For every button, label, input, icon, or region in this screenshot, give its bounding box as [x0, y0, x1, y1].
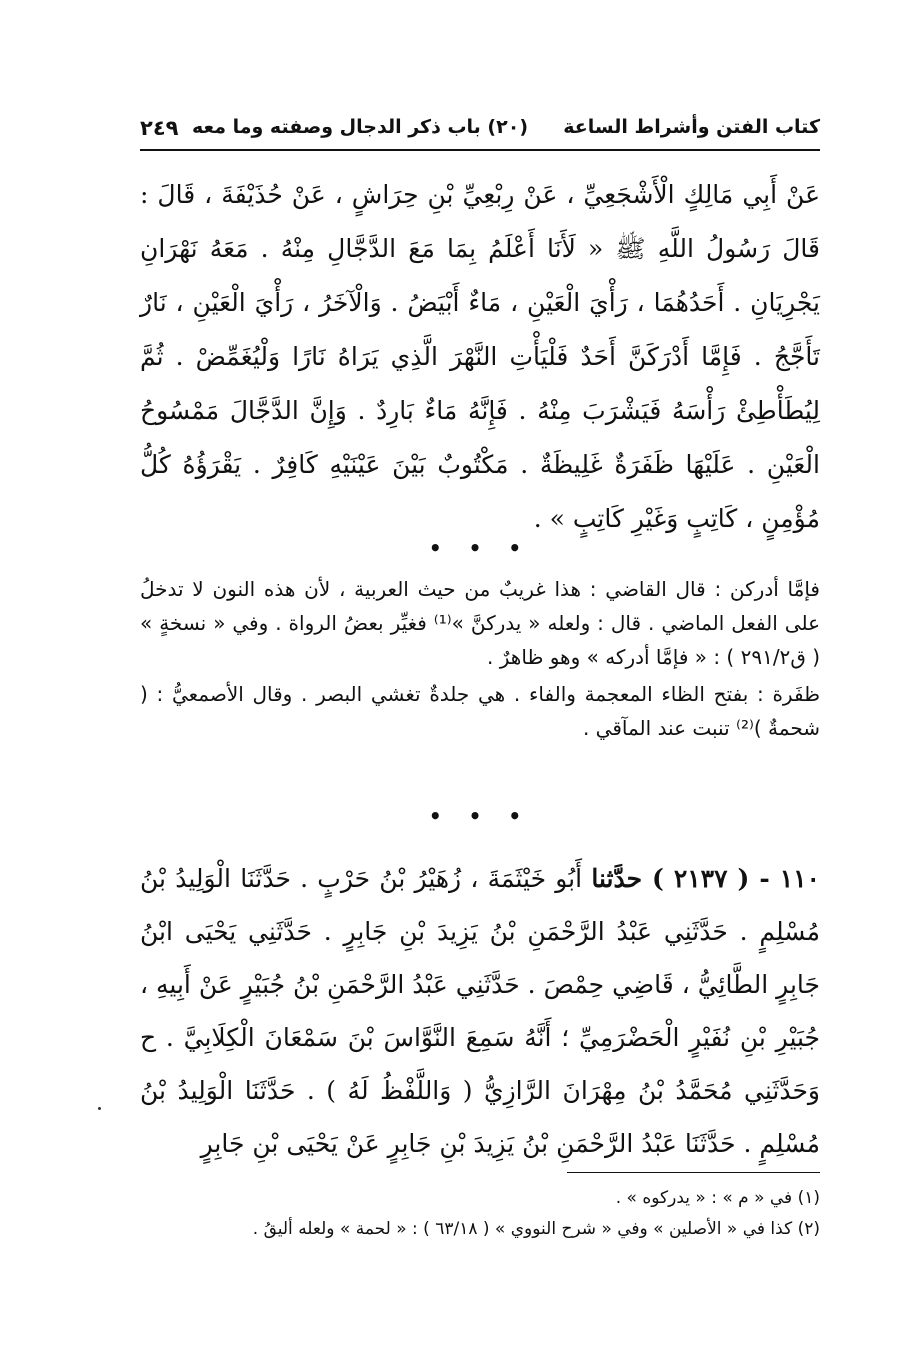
footnote-rule: [567, 1172, 820, 1173]
footnote: (٢) كذا في « الأصلين » وفي « شرح النووي » ( ٦٣/١٨ ) : « لحمة » ولعله أليقُ .: [252, 1219, 820, 1239]
hadith-text-continued: عَنْ أَبِي مَالِكٍ الْأَشْجَعِيِّ ، عَنْ رِبْعِيِّ بْنِ حِرَاشٍ ، عَنْ حُذَيْفَةَ ، قَالَ : قَالَ رَسُولُ اللَّهِ ﷺ « لَأَنَا أَعْلَمُ بِمَا مَعَ الدَّجَّالِ مِنْهُ . مَعَهُ نَهْرَانِ يَجْرِيَانِ . أَحَدُهُمَا ، رَأْيَ الْعَيْنِ ، مَاءٌ أَبْيَضُ . وَالْآخَرُ ، رَأْيَ الْعَيْنِ ، نَارٌ تَأَجَّجُ . فَإِمَّا أَدْرَكَنَّ أَحَدٌ فَلْيَأْتِ النَّهْرَ الَّذِي يَرَاهُ نَارًا وَلْيُغَمِّضْ . ثُمَّ لِيُطَأْطِئْ رَأْسَهُ فَيَشْرَبَ مِنْهُ . فَإِنَّهُ مَاءٌ بَارِدٌ . وَإِنَّ الدَّجَّالَ مَمْسُوحُ الْعَيْنِ . عَلَيْهَا ظَفَرَةٌ غَلِيظَةٌ . مَكْتُوبٌ بَيْنَ عَيْنَيْهِ كَافِرٌ . يَقْرَؤُهُ كُلُّ مُؤْمِنٍ ، كَاتِبٍ وَغَيْرِ كَاتِبٍ » .: [140, 180, 820, 533]
hadith-text: [140, 852, 820, 1170]
section-separator: • • •: [428, 536, 532, 560]
hadith-number: ١١٠ - ( ٢١٣٧ ) حدَّثنا: [591, 864, 820, 893]
footnote: (١) في « م » : « يدركوه » .: [615, 1188, 820, 1208]
margin-mark: [98, 1107, 101, 1110]
commentary-paragraph: ظفَرة : بفتح الظاء المعجمة والفاء . هي جلدةٌ تغشي البصر . وقال الأصمعيُّ : ( شحمةٌ )⁽²⁾ تنبت عند المآقي .: [140, 682, 820, 740]
section-separator: • • •: [428, 804, 532, 828]
running-header: [140, 112, 820, 148]
section-title: (٢٠) باب ذكر الدجال وصفته وما معه: [191, 116, 528, 138]
header-rule: [140, 149, 820, 151]
commentary-paragraph: فإمَّا أدركن : قال القاضي : هذا غريبٌ من حيث العربية ، لأن هذه النون لا تدخلُ على الفعل الماضي . قال : ولعله « يدركنَّ »⁽¹⁾ فغيِّر بعضُ الرواة . وفي « نسخةٍ » ( ق٢٩١/٢ ) : « فإمَّا أدركه » وهو ظاهرٌ .: [140, 577, 821, 669]
commentary-block: [140, 572, 820, 745]
book-title: كتاب الفتن وأشراط الساعة: [563, 116, 820, 138]
hadith-chain: أَبُو خَيْثَمَةَ ، زُهَيْرُ بْنُ حَرْبٍ . حَدَّثَنَا الْوَلِيدُ بْنُ مُسْلِمٍ . حَدَّثَنِي عَبْدُ الرَّحْمَنِ بْنُ يَزِيدَ بْنِ جَابِرٍ . حَدَّثَنِي يَحْيَى ابْنُ جَابِرٍ الطَّائِيُّ ، قَاضِي حِمْصَ . حَدَّثَنِي عَبْدُ الرَّحْمَنِ بْنُ جُبَيْرٍ عَنْ أَبِيهِ ، جُبَيْرِ بْنِ نُفَيْرٍ الْحَضْرَمِيِّ ؛ أَنَّهُ سَمِعَ النَّوَّاسَ بْنَ سَمْعَانَ الْكِلَابِيَّ . ح وَحَدَّثَنِي مُحَمَّدُ بْنُ مِهْرَانَ الرَّازِيُّ ( وَاللَّفْظُ لَهُ ) . حَدَّثَنَا الْوَلِيدُ بْنُ مُسْلِمٍ . حَدَّثَنَا عَبْدُ الرَّحْمَنِ بْنُ يَزِيدَ بْنِ جَابِرٍ عَنْ يَحْيَى بْنِ جَابِرٍ: [140, 864, 820, 1158]
page-number: ٢٤٩: [140, 116, 179, 140]
footnotes: [140, 1183, 820, 1245]
